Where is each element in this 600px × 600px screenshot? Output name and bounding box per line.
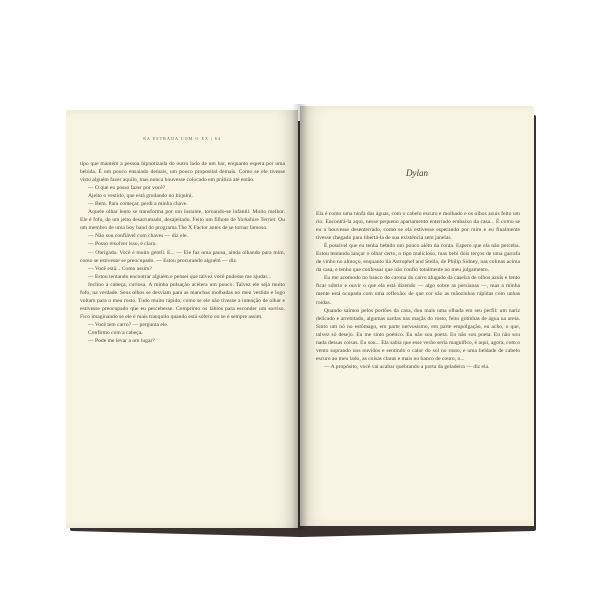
paragraph: Inclino a cabeça, curiosa. A minha pulsação acelera um pouco. Talvez ele seja muito fofo, na verdade. Seus olhos se desviam para as manchas molhadas no meu vestido e logo voltam para o meu rosto. Tudo muito rápido, como se ele não tivesse a intenção de olhar e estivesse preocupado que eu percebesse. Comprimo os lábios para esconder um sorriso. Fico imaginando se ele é mais tranquilo quando está sóbrio ou se é sempre assim. <box>80 281 285 320</box>
paragraph: Confirmo com a cabeça. <box>88 329 143 336</box>
paragraph: — Obrigado. Você é muito gentil. E... — Ele faz uma pausa, ainda olhando para mim, como se estivesse se preocupado. — Estou procurando alguém — diz. <box>80 249 285 264</box>
paragraph: — Não sou confiável com chaves — diz ele. <box>88 233 188 240</box>
paragraph: — Bem. Para começar, perdi a minha chave. <box>88 201 188 208</box>
paragraph: — A propósito, você vai acabar quebrando a porta da geladeira — diz ela. <box>324 363 490 370</box>
left-page-text <box>80 160 285 345</box>
paragraph: — O que eu posso fazer por você? <box>88 185 166 192</box>
left-page <box>66 110 298 528</box>
paragraph: Aquele olhar lento se transforma por um instante, tornando-se infantil. Muito melhor. Ele é fofo, de um jeito desarrumado, desajeitado. Feito um filhote de Yorkshire Terrier. Ou um membro de uma boy band do programa The X Factor antes de se tornar famoso. <box>80 209 285 232</box>
paragraph: — Estou tentando encontrar alguém e pensei que talvez você pudesse me ajudar... <box>88 273 272 280</box>
right-page-text <box>316 210 520 371</box>
paragraph: — Pode me levar a um lugar? <box>88 338 155 345</box>
paragraph: Eu me acomodo no banco do carona do carro alugado da caseira de olhos azuis e tento ficar sóbrio e ouvir o que ela está dizendo — algo sobre as persianas —, mas a minha mente está ocupada com uma reflexão: de que cor são as mãozinhas rápidas com unhas roídas. <box>316 275 520 306</box>
book-gutter <box>292 104 308 530</box>
paragraph: Ajeito o vestido, que está grudando no biquíni. <box>88 193 193 200</box>
paragraph: — Posso resolver isso, é claro. <box>88 241 157 248</box>
paragraph: tipo que mantém a pessoa hipnotizada do outro lado de um bar, enquanto espera por uma bebida. É um pouco ensaiado demais, um pouco proposital demais. Como se ele tivesse visto alguém fazer aquilo, mas nunca houvesse colocado em prática até então. <box>80 161 285 184</box>
right-page <box>300 106 534 526</box>
paragraph: Ela é como uma ninfa das águas, com o cabelo escuro e molhado e os olhos azuis feito um rio. Encontrá-la aqui, nesse pequeno apartamento enterrado embaixo da casa... É como se eu a houvesse desenterrado, como se ela estivesse esperando por mim e eu finalmente tivesse chegado para libertá-la de sua existência sem janelas. <box>316 211 520 242</box>
paragraph: Quando saímos pelos portões da casa, dou mais uma olhada em seu perfil: um nariz delicado e arrebitado, algumas sardas nas maçãs do rosto, feito gotinhas de água na areia. Sinto um nó no estômago, em parte nervosismo, em parte empolgação, eu acho, o que, talvez só desejo. Eu me sinto poético. Eu não sou poeta. Eu não sou poeta. Eu não sou nada dessas coisas. Eu sou... Ela sabia que esse verão seria magnífico, é aqui, agora, com o vento soprando nos ouvidos e sentindo o calor do sol no rosto, e uma beldade de cabelo escuro ao meu lado, as coisas claras e mais no banco de couro, o... <box>316 307 520 362</box>
chapter-title: Dylan <box>406 168 428 178</box>
paragraph: — Você está... Como assim? <box>88 265 152 272</box>
running-head: NA ESTRADA COM O EX | 64 <box>142 136 222 141</box>
paragraph: É possível que eu tenha bebido um pouco além da conta. Espero que ela não perceba. Estou tentando lançar o olhar certo, o tipo malicioso, mas bebi dois terços de uma garrafa de vinho no almoço, enquanto lia Astrophel and Stella, de Philip Sidney, nas colinas acima da casa, e tenho que confessar que não confio totalmente no meu julgamento. <box>316 243 520 274</box>
paragraph: — Você tem carro? — pergunta ele. <box>88 321 169 328</box>
